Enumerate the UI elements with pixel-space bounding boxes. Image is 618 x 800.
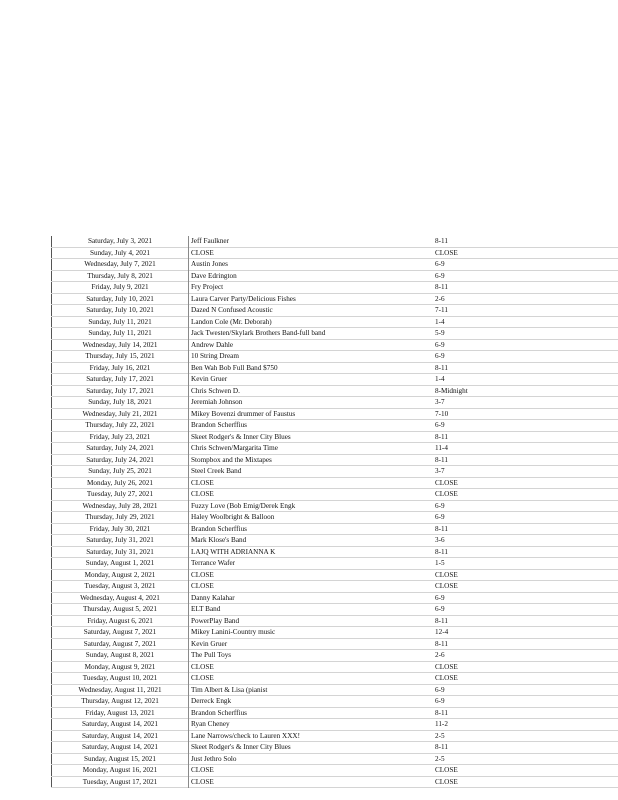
time-cell: 6-9	[435, 340, 445, 349]
date-cell: Tuesday, August 17, 2021	[52, 776, 189, 788]
table-row	[52, 753, 618, 765]
table-row	[52, 696, 618, 708]
band-cell: 10 String Dream	[191, 352, 239, 360]
time-cell: 6-9	[435, 513, 445, 521]
date-cell: Saturday, August 7, 2021	[52, 638, 189, 650]
date-cell: Saturday, August 14, 2021	[52, 742, 189, 754]
band-cell: Fry Project	[191, 283, 224, 291]
time-cell: 2-5	[435, 731, 445, 740]
band-cell: Fuzzy Love (Bob Emig/Derek Engk	[191, 501, 296, 510]
date-cell: Wednesday, July 14, 2021	[52, 339, 189, 351]
table-row	[52, 581, 618, 593]
table-row	[52, 638, 618, 650]
band-cell: ELT Band	[191, 605, 221, 613]
date-cell: Monday, August 16, 2021	[52, 765, 189, 777]
table-row	[52, 730, 618, 742]
band-cell: Mikey Lanini-Country music	[191, 628, 276, 636]
table-row	[52, 719, 618, 731]
time-cell: CLOSE	[435, 662, 458, 671]
band-cell: Brandon Scherffius	[191, 421, 247, 429]
time-cell: CLOSE	[435, 777, 458, 786]
band-cell: Steel Creek Band	[191, 467, 242, 475]
table-row	[52, 316, 618, 328]
band-cell: Mikey Bovenzi drummer of Faustus	[191, 409, 296, 418]
band-cell: Just Jethro Solo	[191, 754, 237, 763]
time-cell: CLOSE	[435, 570, 458, 579]
date-cell: Thursday, August 12, 2021	[52, 696, 189, 708]
date-cell: Sunday, July 4, 2021	[52, 247, 189, 259]
time-cell: 3-7	[435, 467, 445, 475]
date-cell: Sunday, August 15, 2021	[52, 753, 189, 765]
band-cell: Brandon Scherffius	[191, 524, 247, 533]
date-cell: Friday, July 30, 2021	[52, 523, 189, 535]
time-cell: 6-9	[435, 352, 445, 360]
table-row	[52, 408, 618, 420]
band-cell: Laura Carver Party/Delicious Fishes	[191, 294, 296, 303]
time-cell: 1-4	[435, 375, 445, 383]
table-row	[52, 454, 618, 466]
table-row	[52, 546, 618, 558]
table-row	[52, 236, 618, 247]
table-row	[52, 500, 618, 512]
date-cell: Sunday, July 18, 2021	[52, 397, 189, 409]
time-cell: 6-9	[435, 593, 445, 602]
time-cell: 6-9	[435, 501, 445, 510]
date-cell: Thursday, August 5, 2021	[52, 604, 189, 616]
table-row	[52, 776, 618, 788]
date-cell: Friday, July 23, 2021	[52, 431, 189, 443]
date-cell: Sunday, August 1, 2021	[52, 558, 189, 570]
time-cell: 6-9	[435, 421, 445, 429]
date-cell: Thursday, July 8, 2021	[52, 270, 189, 282]
date-cell: Sunday, July 25, 2021	[52, 466, 189, 478]
time-cell: 8-11	[435, 432, 448, 441]
date-cell: Friday, August 6, 2021	[52, 615, 189, 627]
band-cell: Brandon Scherffius	[191, 708, 247, 717]
table-row	[52, 293, 618, 305]
time-cell: CLOSE	[435, 490, 458, 498]
band-cell: LAJQ WITH ADRIANNA K	[191, 547, 276, 556]
date-cell: Monday, August 2, 2021	[52, 569, 189, 581]
band-cell: Dazed N Confused Acoustic	[191, 306, 273, 314]
time-cell: 1-4	[435, 317, 445, 326]
time-cell: 6-9	[435, 260, 445, 268]
band-cell: PowerPlay Band	[191, 616, 240, 625]
table-row	[52, 650, 618, 662]
band-cell: CLOSE	[191, 582, 214, 590]
date-cell: Saturday, July 24, 2021	[52, 443, 189, 455]
date-cell: Saturday, August 7, 2021	[52, 627, 189, 639]
time-cell: CLOSE	[435, 248, 458, 257]
time-cell: 8-11	[435, 283, 448, 291]
table-row	[52, 627, 618, 639]
band-cell: CLOSE	[191, 490, 214, 498]
table-row	[52, 339, 618, 351]
time-cell: 3-7	[435, 398, 445, 406]
schedule-body	[52, 236, 618, 788]
band-cell: Chris Schwen/Margarita Time	[191, 444, 278, 452]
band-cell: Skeet Rodger's & Inner City Blues	[191, 743, 291, 751]
band-cell: Jeremiah Johnson	[191, 398, 243, 406]
table-row	[52, 282, 618, 294]
table-row	[52, 362, 618, 374]
time-cell: 2-6	[435, 651, 445, 659]
time-cell: 12-4	[435, 628, 449, 636]
date-cell: Wednesday, July 28, 2021	[52, 500, 189, 512]
table-row	[52, 477, 618, 489]
band-cell: Skeet Rodger's & Inner City Blues	[191, 432, 291, 441]
table-row	[52, 270, 618, 282]
date-cell: Wednesday, July 7, 2021	[52, 259, 189, 271]
table-row	[52, 374, 618, 386]
table-row	[52, 397, 618, 409]
band-cell: Jeff Faulkner	[191, 237, 229, 245]
band-cell: Stompbox and the Mixtapes	[191, 455, 272, 464]
table-row	[52, 512, 618, 524]
band-cell: Lane Narrows/check to Lauren XXX!	[191, 731, 300, 740]
table-row	[52, 592, 618, 604]
schedule-table	[51, 236, 618, 788]
time-cell: CLOSE	[435, 674, 458, 682]
time-cell: 1-5	[435, 559, 445, 567]
time-cell: CLOSE	[435, 478, 458, 487]
time-cell: 6-9	[435, 685, 445, 694]
time-cell: 11-4	[435, 444, 448, 452]
band-cell: CLOSE	[191, 248, 214, 257]
table-row	[52, 305, 618, 317]
table-row	[52, 673, 618, 685]
table-row	[52, 765, 618, 777]
band-cell: Ben Wah Bob Full Band $750	[191, 363, 278, 372]
date-cell: Monday, August 9, 2021	[52, 661, 189, 673]
band-cell: Landon Cole (Mr. Deborah)	[191, 317, 272, 326]
time-cell: 8-11	[435, 524, 448, 533]
time-cell: 8-11	[435, 708, 448, 717]
time-cell: 8-11	[435, 743, 448, 751]
table-row	[52, 489, 618, 501]
band-cell: CLOSE	[191, 570, 214, 579]
date-cell: Saturday, August 14, 2021	[52, 719, 189, 731]
date-cell: Wednesday, July 21, 2021	[52, 408, 189, 420]
time-cell: 11-2	[435, 720, 448, 728]
date-cell: Tuesday, July 27, 2021	[52, 489, 189, 501]
band-cell: CLOSE	[191, 777, 214, 786]
date-cell: Saturday, July 24, 2021	[52, 454, 189, 466]
table-row	[52, 535, 618, 547]
band-cell: Derreck Engk	[191, 697, 232, 705]
table-row	[52, 385, 618, 397]
band-cell: Kevin Gruer	[191, 375, 228, 383]
table-row	[52, 604, 618, 616]
time-cell: 8-11	[435, 616, 448, 625]
date-cell: Tuesday, August 3, 2021	[52, 581, 189, 593]
table-row	[52, 466, 618, 478]
date-cell: Saturday, August 14, 2021	[52, 730, 189, 742]
time-cell: 8-11	[435, 639, 448, 648]
date-cell: Sunday, July 11, 2021	[52, 328, 189, 340]
time-cell: 8-11	[435, 237, 448, 245]
band-cell: Chris Schwen D.	[191, 386, 240, 395]
table-row	[52, 569, 618, 581]
table-row	[52, 247, 618, 259]
table-row	[52, 351, 618, 363]
date-cell: Saturday, July 31, 2021	[52, 535, 189, 547]
band-cell: CLOSE	[191, 478, 214, 487]
time-cell: 7-10	[435, 409, 449, 418]
time-cell: 8-11	[435, 363, 448, 372]
table-row	[52, 615, 618, 627]
table-row	[52, 742, 618, 754]
band-cell: Haley Woolbright & Balloon	[191, 513, 275, 521]
time-cell: CLOSE	[435, 766, 458, 774]
date-cell: Saturday, July 10, 2021	[52, 293, 189, 305]
date-cell: Sunday, July 11, 2021	[52, 316, 189, 328]
date-cell: Saturday, July 17, 2021	[52, 374, 189, 386]
date-cell: Sunday, August 8, 2021	[52, 650, 189, 662]
table-row	[52, 523, 618, 535]
band-cell: Andrew Dahle	[191, 340, 234, 349]
date-cell: Thursday, July 22, 2021	[52, 420, 189, 432]
band-cell: Jack Twesten/Skylark Brothers Band-full band	[191, 329, 326, 337]
time-cell: 2-5	[435, 754, 445, 763]
date-cell: Wednesday, August 11, 2021	[52, 684, 189, 696]
table-row	[52, 328, 618, 340]
table-row	[52, 431, 618, 443]
time-cell: 7-11	[435, 306, 448, 314]
time-cell: 5-9	[435, 329, 445, 337]
time-cell: 8-11	[435, 547, 448, 556]
time-cell: 2-6	[435, 294, 445, 303]
time-cell: 6-9	[435, 271, 445, 280]
date-cell: Friday, July 9, 2021	[52, 282, 189, 294]
table-row	[52, 420, 618, 432]
band-cell: Ryan Cheney	[191, 720, 230, 728]
table-row	[52, 259, 618, 271]
band-cell: CLOSE	[191, 674, 214, 682]
date-cell: Saturday, July 3, 2021	[52, 236, 189, 247]
time-cell: 8-11	[435, 455, 448, 464]
date-cell: Saturday, July 10, 2021	[52, 305, 189, 317]
band-cell: CLOSE	[191, 662, 214, 671]
band-cell: Austin Jones	[191, 260, 228, 268]
table-row	[52, 443, 618, 455]
date-cell: Monday, July 26, 2021	[52, 477, 189, 489]
band-cell: Tim Albert & Lisa (pianist	[191, 685, 268, 694]
table-row	[52, 707, 618, 719]
date-cell: Thursday, July 15, 2021	[52, 351, 189, 363]
date-cell: Friday, August 13, 2021	[52, 707, 189, 719]
table-row	[52, 558, 618, 570]
date-cell: Wednesday, August 4, 2021	[52, 592, 189, 604]
time-cell: 6-9	[435, 605, 445, 613]
time-cell: 6-9	[435, 697, 445, 705]
date-cell: Thursday, July 29, 2021	[52, 512, 189, 524]
date-cell: Saturday, July 17, 2021	[52, 385, 189, 397]
date-cell: Friday, July 16, 2021	[52, 362, 189, 374]
time-cell: CLOSE	[435, 582, 458, 590]
band-cell: Danny Kalahar	[191, 593, 235, 602]
band-cell: CLOSE	[191, 766, 214, 774]
band-cell: Terrance Wafer	[191, 559, 236, 567]
band-cell: The Pull Toys	[191, 651, 232, 659]
time-cell: 3-6	[435, 536, 445, 544]
band-cell: Mark Klose's Band	[191, 536, 247, 544]
time-cell: 8-Midnight	[435, 386, 468, 395]
table-row	[52, 684, 618, 696]
band-cell: Kevin Gruer	[191, 639, 228, 648]
date-cell: Saturday, July 31, 2021	[52, 546, 189, 558]
band-cell: Dave Edrington	[191, 271, 237, 280]
table-row	[52, 661, 618, 673]
date-cell: Tuesday, August 10, 2021	[52, 673, 189, 685]
